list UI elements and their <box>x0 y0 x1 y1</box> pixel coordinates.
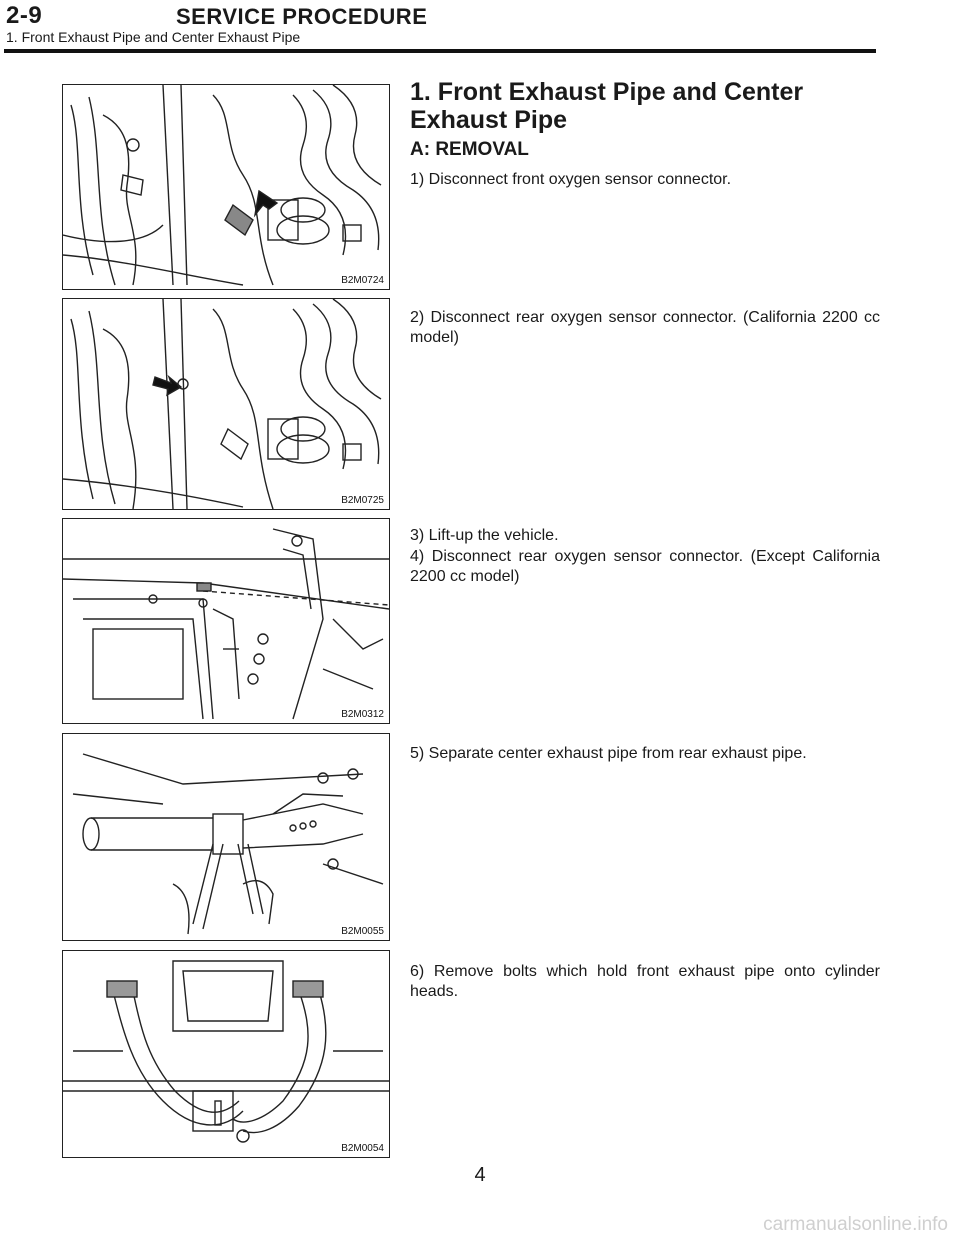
watermark: carmanualsonline.info <box>763 1214 948 1235</box>
figure-illustration <box>63 951 389 1157</box>
figure-rear-oxygen-sensor-except-california <box>62 518 390 724</box>
figure-illustration <box>63 299 389 509</box>
page-header-title: SERVICE PROCEDURE <box>176 4 428 29</box>
figure-code: B2M0055 <box>341 926 384 937</box>
figure-illustration <box>63 734 389 940</box>
step-3: 3) Lift-up the vehicle. <box>410 527 559 544</box>
page-number: 4 <box>474 1164 486 1186</box>
page-header-subtitle: 1. Front Exhaust Pipe and Center Exhaust Pipe <box>6 29 301 45</box>
figure-code: B2M0312 <box>341 709 384 720</box>
figure-code: B2M0054 <box>341 1143 384 1154</box>
step-1: 1) Disconnect front oxygen sensor connector. <box>410 171 732 188</box>
figure-illustration <box>63 519 389 723</box>
figure-front-exhaust-pipe-bolts <box>62 950 390 1158</box>
figure-center-exhaust-pipe <box>62 733 390 941</box>
figure-front-oxygen-sensor <box>62 84 390 290</box>
step-2: 2) Disconnect rear oxygen sensor connector. (California 2200 cc model) <box>410 309 880 346</box>
step-5: 5) Separate center exhaust pipe from rear exhaust pipe. <box>410 745 807 762</box>
figure-code: B2M0725 <box>341 495 384 506</box>
subsection-title: A: REMOVAL <box>410 139 529 160</box>
step-6: 6) Remove bolts which hold front exhaust pipe onto cylinder heads. <box>410 963 880 1000</box>
figure-rear-oxygen-sensor-california <box>62 298 390 510</box>
step-4: 4) Disconnect rear oxygen sensor connector. (Except California 2200 cc model) <box>410 548 880 585</box>
figure-code: B2M0724 <box>341 275 384 286</box>
section-code: 2-9 <box>6 2 43 29</box>
section-title: 1. Front Exhaust Pipe and Center Exhaust Pipe <box>410 78 804 134</box>
header-rule <box>4 49 876 53</box>
figure-illustration <box>63 85 389 289</box>
